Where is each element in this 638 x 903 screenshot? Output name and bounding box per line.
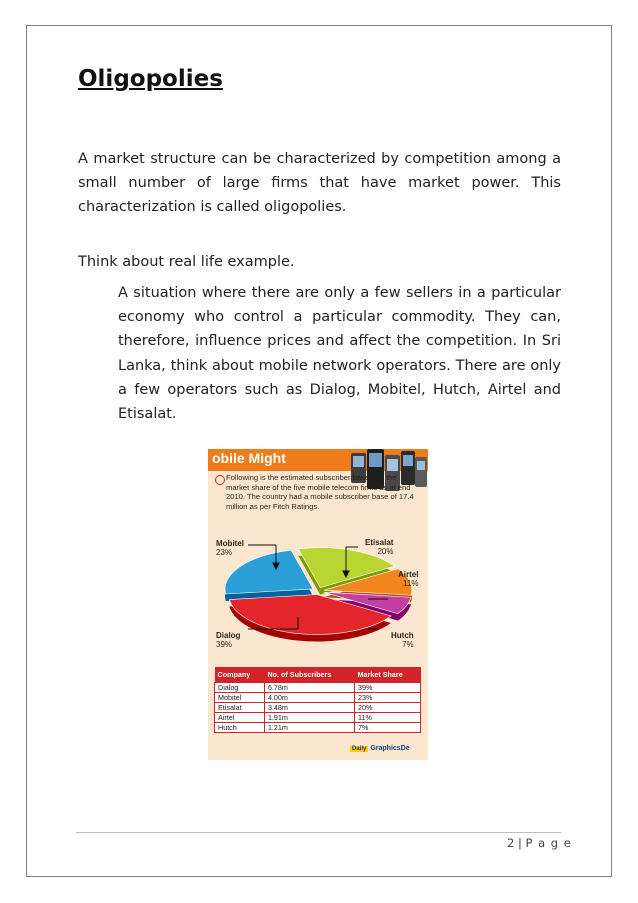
example-paragraph: A situation where there are only a few sellers in a particular economy who control a particular commodity. They can, therefore, influence prices and affect the competition. In Sri Lanka, think about mobile network operators. There are only a few operators such as Dialog, Mobitel, Hutch, Airtel and Etisalat. xyxy=(118,285,561,423)
graphics-credit xyxy=(350,745,410,752)
table-cell: 7% xyxy=(355,723,421,733)
figure-title: obile Might xyxy=(212,450,286,466)
table-header: Company xyxy=(215,667,265,683)
table-row xyxy=(215,683,421,693)
mobile-might-figure xyxy=(208,449,428,760)
table-cell: Mobitel xyxy=(215,693,265,703)
table-cell: Airtel xyxy=(215,713,265,723)
table-cell: Hutch xyxy=(215,723,265,733)
table-row xyxy=(215,703,421,713)
pie-label-etisalat: Etisalat 20% xyxy=(365,538,394,556)
footer-separator: | xyxy=(517,836,522,850)
bullet-icon xyxy=(215,475,225,485)
page-footer xyxy=(507,836,572,850)
page-word: P a g e xyxy=(525,836,572,850)
figure-description: Following is the estimated subscriber base and the market share of the five mobile telecom firms as at end 2010. The country had a mobile subscriber base of 17.4 million as per Fitch Ratings. xyxy=(226,473,414,511)
subscriber-table xyxy=(214,667,421,733)
pie-label-dialog: Dialog 39% xyxy=(216,631,241,649)
table-cell: 11% xyxy=(355,713,421,723)
table-cell: 6.78m xyxy=(264,683,354,693)
table-cell: Dialog xyxy=(215,683,265,693)
definition-paragraph: A market structure can be characterized by competition among a small number of large firms that have market power. This characterization is called oligopolies. xyxy=(78,151,561,216)
credit-badge: Daily xyxy=(352,746,367,752)
table-row xyxy=(215,723,421,733)
table-cell: 3.48m xyxy=(264,703,354,713)
table-cell: 39% xyxy=(355,683,421,693)
table-header: Market Share xyxy=(355,667,421,683)
credit-text: GraphicsDe xyxy=(370,745,410,752)
table-cell: 1.91m xyxy=(264,713,354,723)
table-cell: 20% xyxy=(355,703,421,713)
table-row xyxy=(215,713,421,723)
table-header-row xyxy=(215,667,421,683)
pie-label-mobitel: Mobitel 23% xyxy=(216,539,244,557)
table-cell: 23% xyxy=(355,693,421,703)
pie-label-hutch: Hutch 7% xyxy=(391,631,414,649)
page-number: 2 xyxy=(507,836,515,850)
pie-label-airtel: Airtel 11% xyxy=(398,570,419,588)
table-cell: 4.00m xyxy=(264,693,354,703)
table-row xyxy=(215,693,421,703)
table-header: No. of Subscribers xyxy=(264,667,354,683)
prompt-paragraph: Think about real life example. xyxy=(78,254,295,270)
table-cell: Etisalat xyxy=(215,703,265,713)
table-cell: 1.21m xyxy=(264,723,354,733)
page-title: Oligopolies xyxy=(78,66,223,92)
footer-divider xyxy=(76,832,561,833)
